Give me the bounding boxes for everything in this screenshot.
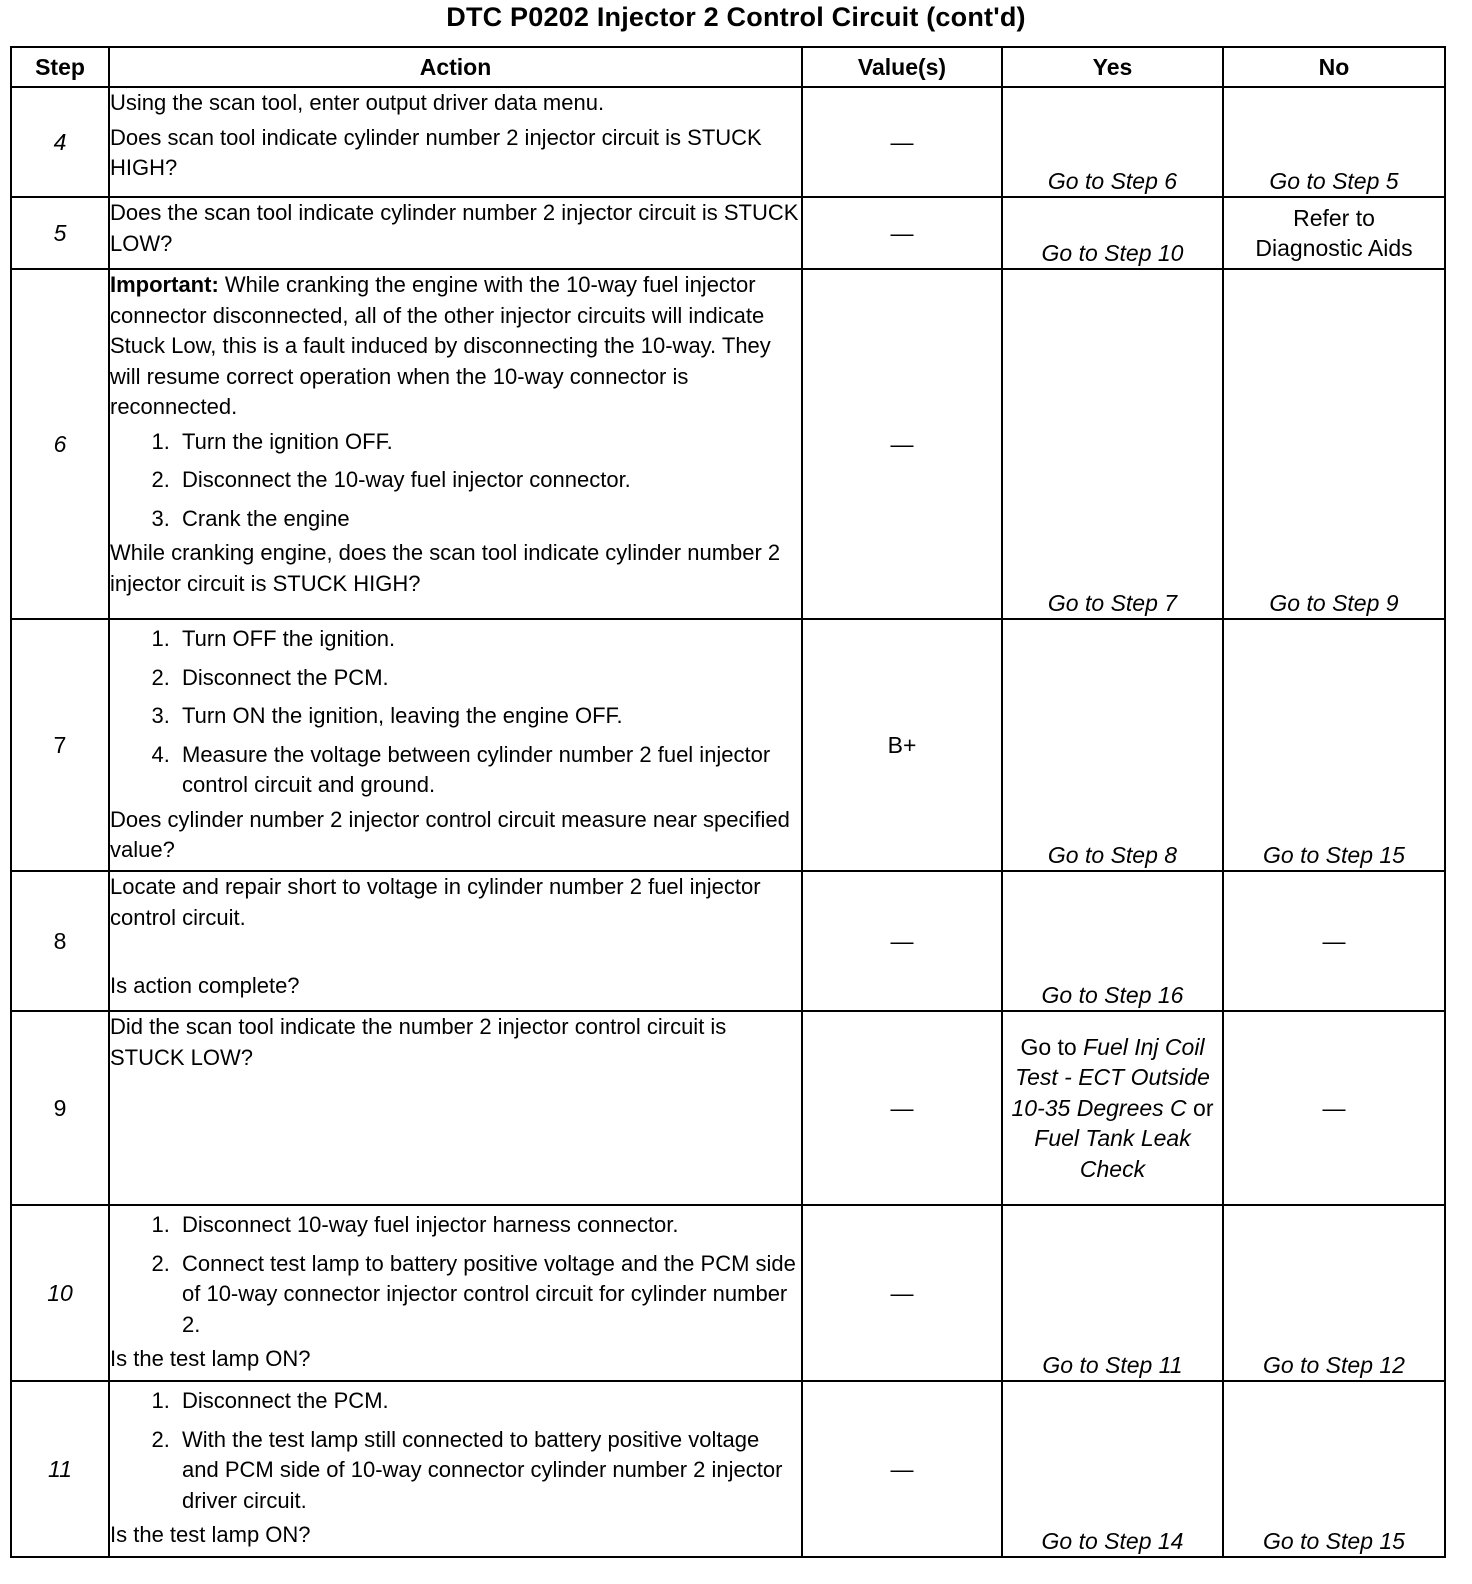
step-number: 5 bbox=[11, 197, 109, 269]
header-yes: Yes bbox=[1002, 47, 1223, 87]
no-cell bbox=[1223, 197, 1445, 269]
list-item: 1. Turn OFF the ignition. bbox=[176, 624, 801, 655]
goto-text: Go to bbox=[1020, 1033, 1077, 1060]
action-text: Locate and repair short to voltage in cylinder number 2 fuel injector control circuit. bbox=[110, 874, 761, 930]
step-number: 8 bbox=[11, 871, 109, 1011]
procedure-list bbox=[110, 624, 801, 801]
value-cell: — bbox=[802, 1011, 1002, 1205]
list-item: 1. Turn the ignition OFF. bbox=[176, 427, 801, 458]
diagnostic-table bbox=[10, 46, 1446, 1558]
action-cell bbox=[109, 871, 802, 1011]
page-title: DTC P0202 Injector 2 Control Circuit (cont'd) bbox=[446, 2, 1026, 32]
important-text: While cranking the engine with the 10-way fuel injector connector disconnected, all of the other injector circuits will indicate Stuck Low, this is a fault induced by disconnecting the 10-way. They will resume correct operation when the 10-way connector is reconnected. bbox=[110, 272, 771, 419]
list-item: 2. Disconnect the 10-way fuel injector connector. bbox=[176, 465, 801, 496]
header-step: Step bbox=[11, 47, 109, 87]
procedure-list bbox=[110, 427, 801, 535]
header-values: Value(s) bbox=[802, 47, 1002, 87]
value-cell: — bbox=[802, 1205, 1002, 1381]
fuel-tank-leak-check-link[interactable]: Fuel Tank Leak Check bbox=[1034, 1125, 1191, 1182]
action-cell bbox=[109, 1205, 802, 1381]
header-action: Action bbox=[109, 47, 802, 87]
action-question: Is action complete? bbox=[110, 973, 300, 998]
table-header-row bbox=[11, 47, 1445, 87]
action-text: Using the scan tool, enter output driver data menu. bbox=[110, 90, 605, 115]
header-no: No bbox=[1223, 47, 1445, 87]
list-item: 4. Measure the voltage between cylinder number 2 fuel injector control circuit and ground. bbox=[176, 740, 801, 801]
step-number: 4 bbox=[11, 87, 109, 197]
action-question: Does cylinder number 2 injector control circuit measure near specified value? bbox=[110, 806, 790, 862]
list-item: 1. Disconnect 10-way fuel injector harness connector. bbox=[176, 1210, 801, 1241]
table-row-step-10 bbox=[11, 1205, 1445, 1381]
procedure-list bbox=[110, 1386, 801, 1516]
value-cell: — bbox=[802, 871, 1002, 1011]
yes-cell bbox=[1002, 1011, 1223, 1205]
action-cell bbox=[109, 87, 802, 197]
action-cell bbox=[109, 619, 802, 871]
value-cell: — bbox=[802, 197, 1002, 269]
table-row-step-8 bbox=[11, 871, 1445, 1011]
action-question: Is the test lamp ON? bbox=[110, 1346, 311, 1371]
yes-cell: Go to Step 8 bbox=[1002, 619, 1223, 871]
yes-cell: Go to Step 6 bbox=[1002, 87, 1223, 197]
yes-cell: Go to Step 7 bbox=[1002, 269, 1223, 619]
list-item: 2. Connect test lamp to battery positive voltage and the PCM side of 10-way connector injector control circuit for cylinder number 2. bbox=[176, 1249, 801, 1341]
list-item: 2. Disconnect the PCM. bbox=[176, 663, 801, 694]
no-ref-line1: Refer to bbox=[1293, 204, 1375, 231]
value-cell: B+ bbox=[802, 619, 1002, 871]
important-note bbox=[110, 270, 801, 423]
action-cell bbox=[109, 269, 802, 619]
table-row-step-5 bbox=[11, 197, 1445, 269]
step-number: 9 bbox=[11, 1011, 109, 1205]
yes-cell: Go to Step 11 bbox=[1002, 1205, 1223, 1381]
list-item: 3. Turn ON the ignition, leaving the engine OFF. bbox=[176, 701, 801, 732]
no-cell: — bbox=[1223, 1011, 1445, 1205]
yes-cell: Go to Step 14 bbox=[1002, 1381, 1223, 1557]
table-row-step-9 bbox=[11, 1011, 1445, 1205]
list-item: 2. With the test lamp still connected to battery positive voltage and PCM side of 10-way connector cylinder number 2 injector driver circuit. bbox=[176, 1425, 801, 1517]
fuel-inj-coil-test-link[interactable]: Fuel Inj Coil Test - ECT Outside 10-35 Degrees C bbox=[1011, 1033, 1210, 1121]
action-question: Is the test lamp ON? bbox=[110, 1522, 311, 1547]
value-cell: — bbox=[802, 87, 1002, 197]
table-row-step-6 bbox=[11, 269, 1445, 619]
no-cell: Go to Step 5 bbox=[1223, 87, 1445, 197]
action-cell bbox=[109, 1011, 802, 1205]
no-cell: Go to Step 15 bbox=[1223, 619, 1445, 871]
step-number: 7 bbox=[11, 619, 109, 871]
table-row-step-7 bbox=[11, 619, 1445, 871]
yes-cell: Go to Step 16 bbox=[1002, 871, 1223, 1011]
or-text: or bbox=[1193, 1094, 1214, 1121]
procedure-list bbox=[110, 1210, 801, 1340]
no-cell: — bbox=[1223, 871, 1445, 1011]
no-cell: Go to Step 9 bbox=[1223, 269, 1445, 619]
value-cell: — bbox=[802, 1381, 1002, 1557]
list-item: 3. Crank the engine bbox=[176, 504, 801, 535]
table-row-step-4 bbox=[11, 87, 1445, 197]
action-cell bbox=[109, 1381, 802, 1557]
no-ref-line2: Diagnostic Aids bbox=[1255, 235, 1413, 261]
list-item: 1. Disconnect the PCM. bbox=[176, 1386, 801, 1417]
action-question: Did the scan tool indicate the number 2 injector control circuit is STUCK LOW? bbox=[110, 1014, 727, 1070]
value-cell: — bbox=[802, 269, 1002, 619]
step-number: 10 bbox=[11, 1205, 109, 1381]
action-cell bbox=[109, 197, 802, 269]
yes-cell: Go to Step 10 bbox=[1002, 197, 1223, 269]
step-number: 11 bbox=[11, 1381, 109, 1557]
step-number: 6 bbox=[11, 269, 109, 619]
action-question: Does scan tool indicate cylinder number 2 injector circuit is STUCK HIGH? bbox=[110, 124, 762, 180]
table-row-step-11 bbox=[11, 1381, 1445, 1557]
important-label: Important: bbox=[110, 272, 219, 297]
no-cell: Go to Step 12 bbox=[1223, 1205, 1445, 1381]
action-question: Does the scan tool indicate cylinder number 2 injector circuit is STUCK LOW? bbox=[110, 200, 799, 256]
action-question: While cranking engine, does the scan tool indicate cylinder number 2 injector circuit is STUCK HIGH? bbox=[110, 540, 781, 596]
no-cell: Go to Step 15 bbox=[1223, 1381, 1445, 1557]
